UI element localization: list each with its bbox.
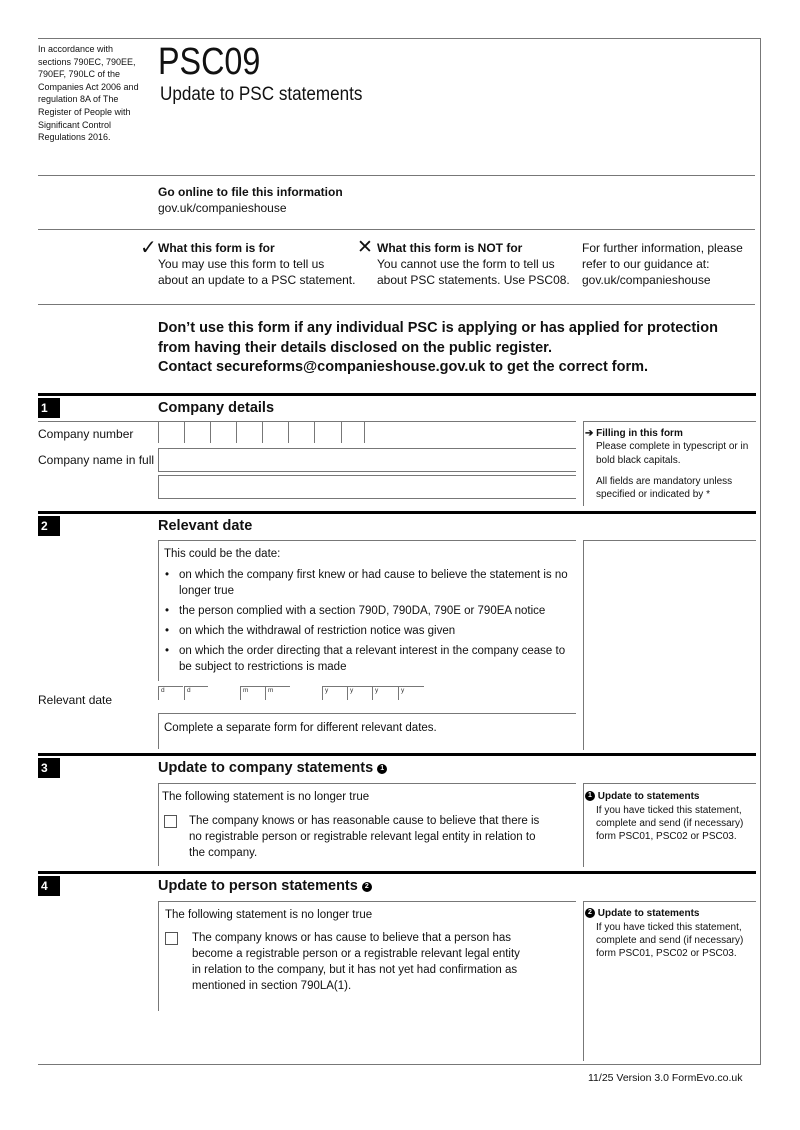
note-2-text-1: If you have ticked this statement, [596,922,742,933]
section-1-title: Company details [158,400,275,416]
company-statement-text-1: The company knows or has reasonable cause to believe that there is [189,815,540,827]
side-divider [583,901,756,902]
company-statement-intro: The following statement is no longer true [162,791,370,803]
relevant-date-label: Relevant date [38,693,113,707]
warning-line-2: from having their details disclosed on the public register. [158,340,552,356]
note-1-text-2: complete and send (if necessary) [596,818,744,829]
note-2-marker: 2 [585,908,595,918]
filling-heading-text: Filling in this form [596,428,683,439]
section-1-rule [38,393,756,396]
note-2-heading-text: Update to statements [597,908,700,919]
warning-line-1: Don’t use this form if any individual PSC is applying or has applied for protection [158,320,718,336]
relevant-date-option: • on which the withdrawal of restriction notice was given [163,623,568,639]
section-3-box-left [158,783,159,866]
legal-reference: In accordance with sections 790EC, 790EE, 790EF, 790LC of the Companies Act 2006 and regulation 8A of The Register of People with Significant Control Regulations 2016. [38,44,139,143]
section-1-number: 1 [38,398,60,418]
person-statement-text-3: in relation to the company, but it has not yet had confirmation as [192,964,518,976]
not-for-text-1: You cannot use the form to tell us [377,257,555,271]
cross-icon: ✕ [357,237,373,258]
date-note: Complete a separate form for different relevant dates. [164,722,437,734]
relevant-date-option: • the person complied with a section 790D, 790DA, 790E or 790EA notice [163,603,568,619]
for-text-2: about an update to a PSC statement. [158,273,356,287]
section-3-title-text: Update to company statements [158,760,374,776]
filling-text-3: All fields are mandatory unless [596,476,733,487]
section-4-number: 4 [38,876,60,896]
person-statement-checkbox[interactable] [165,932,178,945]
company-number-box[interactable] [158,421,184,443]
relevant-date-intro: This could be the date: [164,548,281,560]
note-1-heading [585,790,699,803]
side-border [583,901,584,1061]
warning-line-3: Contact secureforms@companieshouse.gov.uk to get the correct form. [158,359,649,375]
right-border [760,38,761,1065]
side-divider [583,540,756,541]
relevant-date-options [163,567,568,679]
section-4-title-text: Update to person statements [158,878,358,894]
section-2-number: 2 [38,516,60,536]
company-name-input[interactable] [158,448,576,472]
note-1-marker: 1 [585,791,595,801]
divider [38,229,755,230]
section-3-rule [38,753,756,756]
company-number-box[interactable] [210,421,236,443]
note-1-marker: 1 [377,764,387,774]
for-heading: What this form is for [158,241,275,255]
company-name-input-continued[interactable] [158,475,576,499]
relevant-date-option: • on which the company first knew or had cause to believe the statement is no longer true [163,567,568,599]
person-statement-text-2: become a registrable person or a registrable relevant legal entity [192,948,520,960]
section-2-rule [38,511,756,514]
date-digit-box[interactable]: m [240,686,265,700]
section-2-box-left [158,540,159,681]
note-1-text-1: If you have ticked this statement, [596,805,742,816]
date-digit-box[interactable]: y [347,686,372,700]
relevant-date-option: • on which the order directing that a relevant interest in the company cease to be subject to restrictions is made [163,643,568,675]
filling-text-4: specified or indicated by * [596,489,710,500]
company-number-box[interactable] [341,421,365,443]
company-number-box[interactable] [236,421,262,443]
note-2-text-2: complete and send (if necessary) [596,935,744,946]
note-2-marker: 2 [362,882,372,892]
section-3-number: 3 [38,758,60,778]
section-2-box-top [158,540,576,541]
section-4-box-left [158,901,159,1011]
note-1-heading-text: Update to statements [597,791,700,802]
section-3-title [158,759,387,777]
date-note-top [158,713,576,714]
online-heading: Go online to file this information [158,185,343,199]
section-2-title: Relevant date [158,518,253,534]
for-text-1: You may use this form to tell us [158,257,325,271]
company-number-box[interactable] [184,421,210,443]
further-info-3[interactable]: gov.uk/companieshouse [582,273,711,287]
company-number-box[interactable] [314,421,341,443]
tick-icon: ✓ [140,237,157,259]
date-digit-box[interactable]: d [158,686,183,700]
section-4-box-top [158,901,576,902]
date-digit-box[interactable]: y [322,686,347,700]
company-statement-text-3: the company. [189,847,258,859]
form-title: Update to PSC statements [160,84,363,105]
date-digit-box[interactable]: m [265,686,290,700]
filling-heading [585,427,683,440]
side-border [583,783,584,867]
form-code: PSC09 [158,41,261,83]
filling-text-1: Please complete in typescript or in [596,441,749,452]
date-note-left [158,713,159,749]
person-statement-text-1: The company knows or has cause to believe that a person has [192,932,511,944]
company-statement-checkbox[interactable] [164,815,177,828]
date-digit-box[interactable]: d [184,686,208,700]
top-rule [38,38,761,39]
divider [38,175,755,176]
side-divider [583,421,756,422]
company-number-box[interactable] [262,421,288,443]
person-statement-text-4: mentioned in section 790LA(1). [192,980,352,992]
online-link[interactable]: gov.uk/companieshouse [158,201,287,215]
note-2-text-3: form PSC01, PSC02 or PSC03. [596,948,737,959]
not-for-text-2: about PSC statements. Use PSC08. [377,273,570,287]
further-info-2: refer to our guidance at: [582,257,710,271]
company-statement-text-2: no registrable person or registrable relevant legal entity in relation to [189,831,536,843]
company-number-box[interactable] [288,421,314,443]
person-statement-intro: The following statement is no longer true [165,909,373,921]
further-info-1: For further information, please [582,241,743,255]
version-footer: 11/25 Version 3.0 FormEvo.co.uk [588,1072,743,1084]
company-number-label: Company number [38,427,134,441]
divider [38,304,755,305]
section-3-box-top [158,783,576,784]
note-1-text-3: form PSC01, PSC02 or PSC03. [596,831,737,842]
date-digit-box[interactable]: y [372,686,398,700]
side-divider [583,783,756,784]
note-2-heading [585,907,699,920]
arrow-icon: ➔ [585,428,594,439]
not-for-heading: What this form is NOT for [377,241,523,255]
section-4-rule [38,871,756,874]
side-border [583,421,584,506]
side-border [583,540,584,750]
section-4-title [158,877,372,895]
filling-text-2: bold black capitals. [596,455,681,466]
company-name-label: Company name in full [38,453,155,467]
bottom-rule [38,1064,761,1065]
date-digit-box[interactable]: y [398,686,424,700]
